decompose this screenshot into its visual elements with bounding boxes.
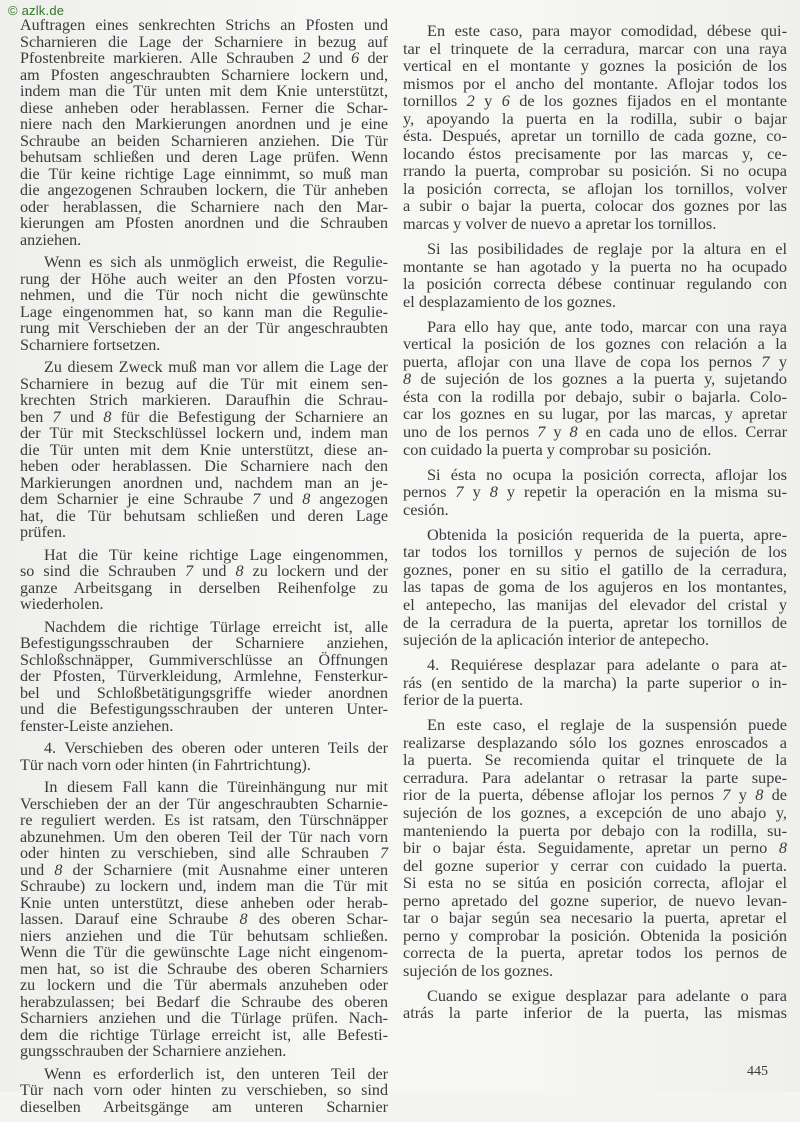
text-line: 4. Requiérese desplazar para adelante o para at-	[427, 655, 787, 675]
text-line: indem man die Tür unten mit dem Knie unterstützt,	[20, 83, 388, 100]
text-line: correcta de la puerta, apretar todos los pernos de	[403, 943, 787, 963]
text-line: cesión.	[403, 499, 449, 519]
text-line: oder hinten zu verschieben, sind alle Schrauben 7	[20, 845, 388, 862]
text-line: tar el trinquete de la cerradura, marcar con una raya	[403, 38, 787, 58]
paragraph	[20, 780, 388, 1061]
text-line: Scharnieren die Lage der Scharniere in bezug auf	[20, 33, 388, 51]
text-line: locando éstos precisamente por las marcas y, ce-	[403, 143, 787, 163]
text-line: Schraube an beiden Scharnieren anziehen. Die Tür	[20, 132, 388, 150]
text-line: las tapas de goma de los agujeros en los montantes,	[403, 577, 787, 597]
text-line: el desplazamiento de los goznes.	[403, 291, 616, 311]
text-line: Scharniere in bezug auf die Tür mit einem sen-	[20, 375, 388, 393]
text-line: re reguliert werden. Es ist ratsam, den Türschnäpper	[20, 812, 388, 829]
text-line: de la cerradura de la puerta, apretar los tornillos de	[403, 612, 787, 632]
text-line: Nachdem die richtige Türlage erreicht ist, alle	[44, 618, 388, 636]
text-line: manteniendo la puerta por debajo con la rodilla, su-	[403, 820, 787, 840]
text-line: pernos 7 y 8 y repetir la operación en la misma su-	[403, 482, 787, 502]
text-line: der Pfosten, Türverkleidung, Armlehne, Fensterkur-	[20, 668, 388, 685]
text-line: Obtenida la posición requerida de la puerta, apre-	[427, 524, 787, 544]
text-line: Wenn es erforderlich ist, den unteren Teil der	[44, 1065, 388, 1083]
text-line: Tür nach vorn oder hinten zu verschieben, so sind	[20, 1082, 388, 1099]
text-line: niers anziehen und die Tür behutsam schließen.	[20, 927, 388, 945]
text-line: rás (en sentido de la marcha) la parte superior o in-	[403, 672, 787, 692]
text-line: tornillos 2 y 6 de los goznes fijados en el montante	[403, 91, 788, 111]
text-line: wiederholen.	[20, 596, 104, 613]
paragraph	[403, 526, 787, 649]
text-line: Verschieben der an der Tür angeschraubten Scharnie-	[20, 795, 388, 813]
text-line: uno de los pernos 7 y 8 en cada uno de ellos. Cerrar	[403, 422, 787, 442]
text-line: a subir o bajar la puerta, colocar dos goznes por las	[403, 196, 787, 216]
text-line: la posición correcta, se aflojan los tornillos, volver	[403, 178, 787, 198]
text-line: rung mit Verschieben der an der Tür angeschraubten	[20, 320, 388, 337]
text-line: dem die richtige Türlage erreicht ist, alle Befesti-	[20, 1026, 388, 1044]
text-line: atrás la parte inferior de la puerta, las mismas	[403, 1003, 787, 1023]
text-line: ganze Arbeitsgang in derselben Reihenfolge zu	[20, 579, 388, 597]
text-line: bir o bajar ésta. Seguidamente, apretar un perno 8	[403, 838, 787, 858]
paragraph	[20, 18, 388, 249]
text-line: rior de la puerta, débense aflojar los pernos 7 y 8 de	[403, 785, 788, 805]
text-line: realizarse desplazando sólo los goznes enroscados a	[403, 732, 787, 752]
text-line: la puerta. Se recomienda quitar el trinquete de la	[403, 750, 787, 770]
text-line: Schloßschnäpper, Gummiverschlüsse an Öffnungen	[20, 651, 388, 669]
paragraph	[403, 240, 787, 310]
text-line: con cuidado la puerta y comprobar su posición.	[403, 439, 712, 459]
text-line: 4. Verschieben des oberen oder unteren Teils der	[44, 740, 388, 757]
text-line: nehmen, und die Tür noch nicht die gewünschte	[20, 287, 388, 304]
paragraph	[20, 360, 388, 542]
text-line: marcas y volver de nuevo a apretar los tornillos.	[403, 214, 717, 234]
text-line: Scharniere fortsetzen.	[20, 336, 161, 354]
text-line: hat, die Tür behutsam schließen und deren Lage	[20, 507, 388, 525]
text-line: die Tür keine richtige Lage einnimmt, so muß man	[20, 165, 388, 183]
text-line: der Tür mit Steckschlüssel lockern und, indem man	[20, 425, 388, 442]
text-line: ésta con la rodilla por debajo, subir o bajarla. Colo-	[403, 386, 787, 406]
page-number: 445	[747, 1064, 768, 1079]
text-line: Scharniers anziehen und die Türlage prüfen. Nach-	[20, 1010, 388, 1027]
text-line: tar todos los tornillos y pernos de sujeción de los	[403, 542, 787, 562]
text-line: dem Scharnier je eine Schraube 7 und 8 angezogen	[20, 491, 388, 508]
text-line: niere nach den Markierungen anordnen und je eine	[20, 116, 388, 133]
text-line: cerradura. Para adelantar o retrasar la parte supe-	[403, 767, 787, 787]
paragraph	[403, 987, 787, 1022]
german-column	[20, 18, 388, 1122]
text-line: y, apoyando la puerta en la rodilla, subir o bajar	[403, 108, 787, 128]
text-line: tar o bajar según sea necesario la puerta, apretar el	[403, 908, 787, 928]
text-line: En este caso, el reglaje de la suspensión puede	[427, 715, 787, 735]
text-line: men hat, so ist die Schraube des oberen Scharniers	[20, 960, 388, 978]
text-line: die angezogenen Schrauben lockern, die Tür anheben	[20, 182, 388, 199]
paragraph	[20, 548, 388, 614]
text-line: zu lockern und die Tür abermals anzuheben oder	[20, 977, 388, 994]
text-line: rrando la puerta, comprobar su posición. Si no ocupa	[403, 161, 787, 181]
text-line: Tür nach vorn oder hinten (in Fahrtrichtung).	[20, 756, 311, 774]
text-line: oder herablassen, die Scharniere nach den Mar-	[20, 198, 388, 216]
text-line: Lage eingenommen hat, so kann man die Regulie-	[20, 303, 388, 321]
text-line: Befestigungsschrauben der Scharniere anziehen,	[20, 635, 388, 652]
text-line: am Pfosten angeschraubten Scharniere lockern und,	[20, 66, 388, 84]
text-line: goznes, poner en su sitio el gatillo de la cerradura,	[403, 559, 787, 579]
text-line: el antepecho, las manijas del elevador del cristal y	[403, 594, 787, 614]
text-line: kierungen am Pfosten anordnen und die Schrauben	[20, 215, 388, 232]
paragraph	[403, 22, 787, 233]
text-line: Hat die Tür keine richtige Lage eingenommen,	[44, 546, 388, 564]
text-line: vertical en el montante y goznes la posición de los	[403, 56, 787, 76]
text-line: sujeción de la aplicación interior de antepecho.	[403, 630, 710, 650]
text-line: abzunehmen. Um den oberen Teil der Tür nach vorn	[20, 828, 388, 846]
text-line: car los goznes en su lugar, por las marcas, y apretar	[403, 404, 787, 424]
text-line: ben 7 und 8 für die Befestigung der Scharniere an	[20, 408, 389, 426]
paragraph	[403, 716, 787, 979]
text-line: Auftragen eines senkrechten Strichs an Pfosten und	[20, 17, 388, 34]
text-line: lassen. Darauf eine Schraube 8 des oberen Schar-	[20, 911, 388, 928]
text-line: Para ello hay que, ante todo, marcar con una raya	[427, 316, 787, 336]
paragraph	[20, 741, 388, 774]
text-line: prüfen.	[20, 524, 67, 541]
text-line: Pfostenbreite markieren. Alle Schrauben 2 und 6 der	[20, 50, 389, 67]
paragraph	[20, 255, 388, 354]
text-line: anziehen.	[20, 231, 82, 249]
text-line: la posición correcta débese continuar regulando con	[403, 274, 787, 294]
text-line: bel und Schloßbetätigungsgriffe wieder anordnen	[20, 684, 388, 702]
text-line: krechten Strich markieren. Daraufhin die Schrau-	[20, 392, 388, 409]
text-line: diese anheben oder herablassen. Ferner die Schar-	[20, 99, 388, 117]
text-line: En este caso, para mayor comodidad, débese qui-	[427, 21, 787, 40]
text-line: puerta, aflojar con una llave de copa los pernos 7 y	[403, 351, 788, 371]
text-line: so sind die Schrauben 7 und 8 zu lockern und der	[20, 563, 389, 580]
text-line: fenster-Leiste anziehen.	[20, 717, 174, 735]
text-line: vertical la posición de los goznes con relación a la	[403, 334, 787, 354]
text-line: sujeción de los goznes.	[403, 960, 554, 980]
paragraph	[403, 318, 787, 458]
text-line: behutsam schließen und deren Lage prüfen. Wenn	[20, 149, 388, 166]
text-line: und 8 der Scharniere (mit Ausnahme einer unteren	[20, 861, 388, 879]
text-line: herabzulassen; bei Bedarf die Schraube des oberen	[20, 993, 388, 1011]
text-line: del gozne superior y cerrar con cuidado la puerta.	[403, 855, 787, 875]
text-line: sujeción de los goznes, a excepción de uno abajo y,	[403, 802, 787, 822]
text-line: Wenn es sich als unmöglich erweist, die Regulie-	[44, 254, 388, 271]
text-line: und die Befestigungsschrauben der unteren Unter-	[20, 701, 388, 718]
spanish-column	[403, 22, 787, 1030]
text-line: mismos por el ancho del montante. Aflojar todos los	[403, 73, 787, 93]
text-line: Markierungen anordnen und, nachdem man an je-	[20, 474, 388, 492]
paragraph	[20, 1067, 388, 1117]
text-line: Cuando se exigue desplazar para adelante o para	[427, 985, 787, 1005]
text-line: Zu diesem Zweck muß man vor allem die Lage der	[44, 359, 388, 376]
text-line: Schraube) zu lockern und, indem man die Tür mit	[20, 878, 388, 895]
text-line: rung der Höhe auch weiter an den Pfosten vorzu-	[20, 270, 388, 288]
paragraph	[20, 620, 388, 736]
text-line: 8 de sujeción de los goznes a la puerta y, sujetando	[403, 369, 787, 389]
text-line: Si ésta no ocupa la posición correcta, aflojar los	[427, 464, 787, 484]
text-line: perno apretado del gozne superior, de nuevo levan-	[403, 890, 787, 910]
text-line: ésta. Después, apretar un tornillo de cada gozne, co-	[403, 126, 787, 146]
text-line: heben oder herablassen. Die Scharniere nach den	[20, 458, 388, 475]
text-line: Si esta no se sitúa en posición correcta, aflojar el	[403, 873, 787, 893]
text-line: perno y comprobar la posición. Obtenida la posición	[403, 925, 787, 945]
text-line: gungsschrauben der Scharniere anziehen.	[20, 1043, 287, 1060]
paragraph	[403, 466, 787, 519]
watermark: © azlk.de	[8, 3, 65, 18]
text-line: die Tür unten mit dem Knie unterstützt, diese an-	[20, 441, 388, 459]
paragraph	[403, 656, 787, 709]
text-line: Knie unten unterstützt, diese anheben oder herab-	[20, 894, 388, 912]
text-line: Si las posibilidades de reglaje por la altura en el	[427, 239, 787, 259]
text-line: montante se han agotado y la puerta no ha ocupado	[403, 256, 787, 276]
text-line: Wenn die Tür die gewünschte Lage nicht eingenom-	[20, 944, 388, 961]
text-line: dieselben Arbeitsgänge am unteren Scharnier	[20, 1098, 388, 1116]
text-line: ferior de la puerta.	[403, 690, 524, 710]
text-line: In diesem Fall kann die Türeinhängung nur mit	[44, 779, 388, 796]
